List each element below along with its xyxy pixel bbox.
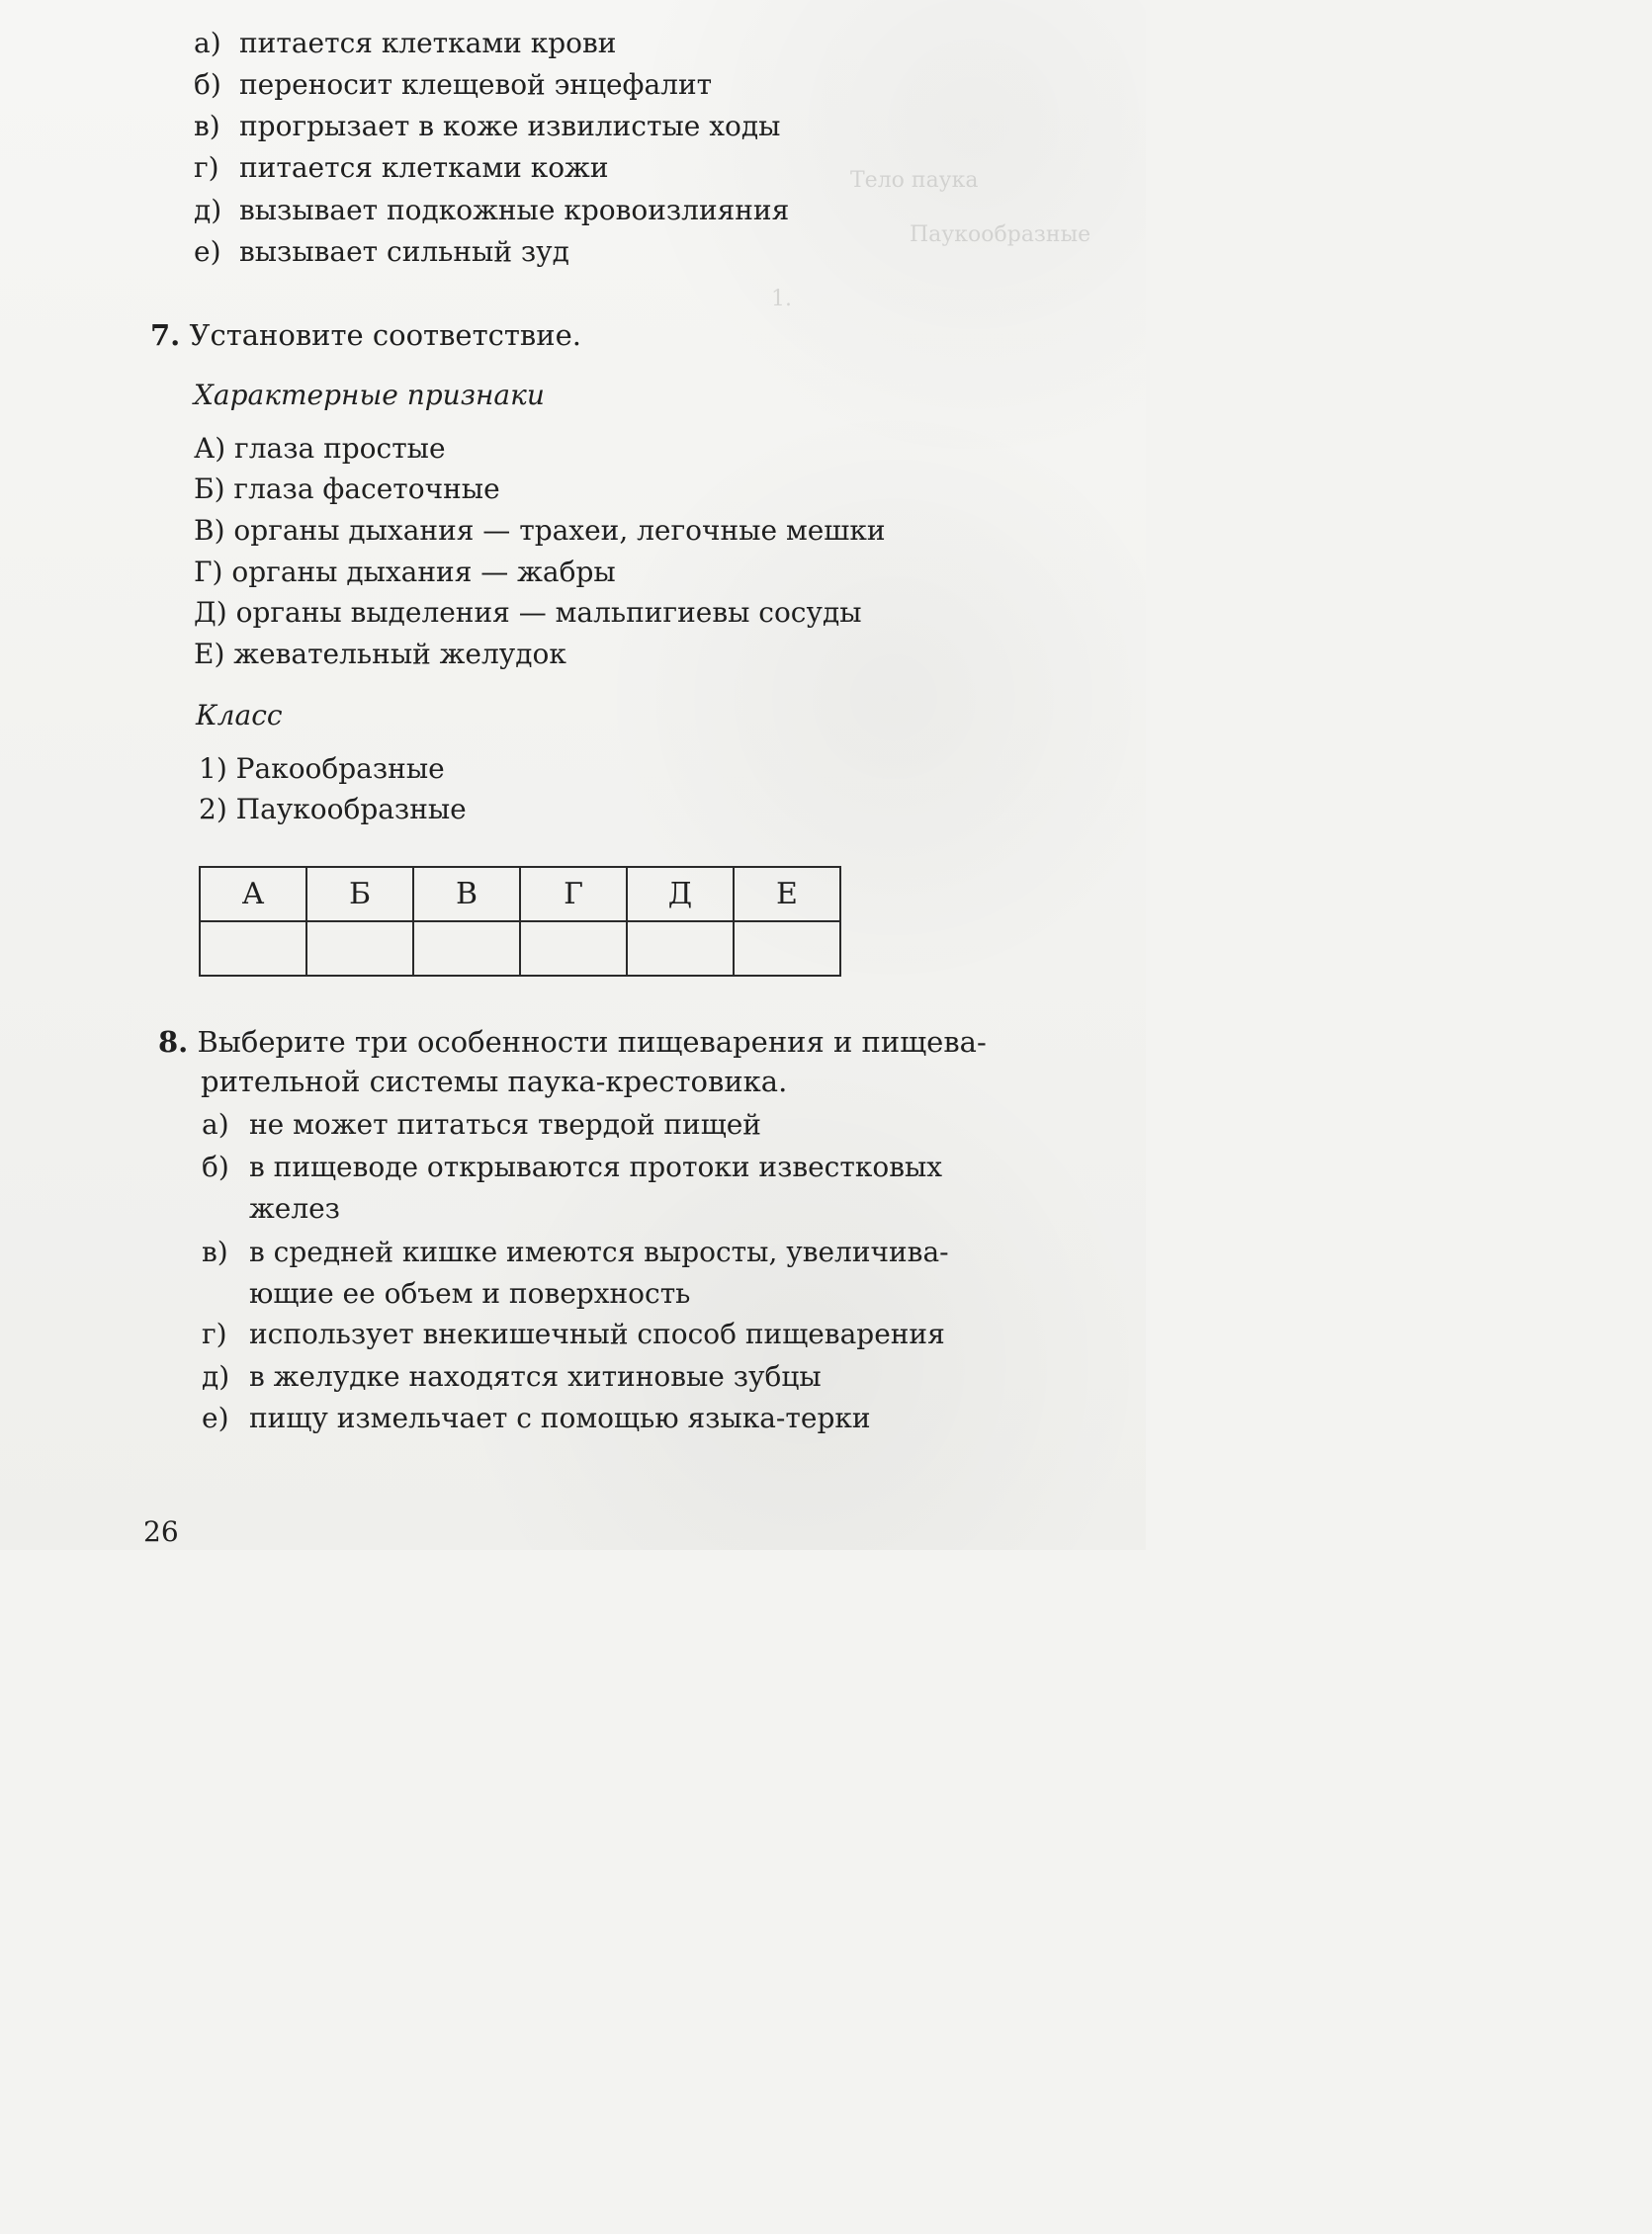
class-number: 2) (199, 793, 227, 825)
option-letter: а) (194, 27, 221, 59)
table-header-cell: Г (520, 867, 627, 921)
class-text: Паукообразные (235, 793, 467, 825)
question-8-heading-line-2: рительной системы паука-крестовика. (201, 1065, 788, 1098)
class-option-2 (199, 793, 467, 825)
trait-d (194, 596, 862, 629)
traits-label: Характерные признаки (194, 379, 545, 411)
bleed-through-text: 1. (771, 287, 792, 311)
option-text: использует внекишечный способ пищеварения (249, 1318, 945, 1350)
class-number: 1) (199, 752, 227, 785)
answer-cell[interactable] (306, 921, 413, 976)
trait-letter: А) (194, 432, 226, 465)
bleed-through-text: Паукообразные (910, 222, 1091, 247)
option-letter: е) (194, 235, 221, 268)
q6-option-e (194, 235, 569, 268)
q8-option-b-continuation: желез (249, 1192, 340, 1225)
trait-letter: Д) (194, 596, 227, 629)
trait-v (194, 514, 886, 547)
table-header-cell: В (413, 867, 520, 921)
q6-option-v (194, 110, 781, 142)
option-letter: е) (202, 1402, 229, 1434)
trait-b (194, 475, 500, 503)
option-text: пищу измельчает с помощью языка-терки (249, 1402, 871, 1434)
question-number: 7. (150, 318, 181, 352)
q6-option-a (194, 27, 617, 59)
trait-letter: Б) (194, 473, 225, 505)
answer-cell[interactable] (200, 921, 306, 976)
q8-option-g (202, 1318, 945, 1350)
q8-option-b (202, 1151, 943, 1183)
table-header-cell: А (200, 867, 306, 921)
workbook-page (0, 0, 1146, 1550)
option-letter: б) (202, 1151, 229, 1183)
table-header-cell: Д (627, 867, 734, 921)
bleed-through-text: Тело паука (850, 168, 979, 193)
q6-option-b (194, 68, 713, 101)
option-text: питается клетками крови (239, 27, 617, 59)
option-text: питается клетками кожи (239, 151, 609, 184)
option-letter: г) (194, 151, 219, 184)
option-text: прогрызает в коже извилистые ходы (239, 110, 781, 142)
answer-table (199, 866, 841, 977)
option-text: в средней кишке имеются выросты, увеличива- (249, 1236, 949, 1268)
answer-cell[interactable] (413, 921, 520, 976)
trait-text: органы дыхания — жабры (231, 556, 616, 588)
trait-text: глаза фасеточные (233, 473, 500, 505)
trait-text: глаза простые (234, 432, 446, 465)
option-letter: в) (202, 1236, 228, 1268)
option-letter: а) (202, 1108, 229, 1141)
class-option-1 (199, 752, 445, 785)
option-text: вызывает подкожные кровоизлияния (239, 194, 790, 226)
option-letter: д) (194, 194, 222, 226)
answer-cell[interactable] (627, 921, 734, 976)
trait-letter: Г) (194, 556, 223, 588)
table-header-cell: Б (306, 867, 413, 921)
answer-cell[interactable] (734, 921, 840, 976)
option-letter: в) (194, 110, 220, 142)
table-header-cell: Е (734, 867, 840, 921)
answer-cell[interactable] (520, 921, 627, 976)
q8-option-v (202, 1236, 949, 1268)
q8-option-a (202, 1108, 761, 1141)
trait-a (194, 432, 446, 465)
question-7-heading (150, 318, 581, 353)
q8-option-v-continuation: ющие ее объем и поверхность (249, 1277, 691, 1310)
question-8-heading (158, 1025, 987, 1060)
option-letter: г) (202, 1318, 227, 1350)
option-text: в пищеводе открываются протоки известковых (249, 1151, 943, 1183)
question-title-line-1: Выберите три особенности пищеварения и пищева- (197, 1025, 987, 1059)
option-letter: б) (194, 68, 221, 101)
class-text: Ракообразные (235, 752, 445, 785)
q8-option-d (202, 1360, 822, 1393)
option-text: переносит клещевой энцефалит (239, 68, 713, 101)
q6-option-d (194, 194, 790, 226)
trait-text: органы выделения — мальпигиевы сосуды (235, 596, 862, 629)
trait-text: органы дыхания — трахеи, легочные мешки (233, 514, 886, 547)
trait-letter: В) (194, 514, 225, 547)
option-text: не может питаться твердой пищей (249, 1108, 761, 1141)
q6-option-g (194, 151, 609, 184)
option-text: в желудке находятся хитиновые зубцы (249, 1360, 822, 1393)
page-number: 26 (143, 1515, 179, 1548)
trait-e (194, 638, 566, 670)
option-letter: д) (202, 1360, 230, 1393)
trait-g (194, 558, 616, 586)
question-number: 8. (158, 1025, 189, 1059)
option-text: вызывает сильный зуд (239, 235, 569, 268)
answer-table-answer-row (200, 921, 840, 976)
trait-letter: Е) (194, 638, 225, 670)
answer-table-header-row (200, 867, 840, 921)
trait-text: жевательный желудок (233, 638, 566, 670)
q8-option-e (202, 1402, 871, 1434)
class-label: Класс (196, 699, 283, 731)
question-title: Установите соответствие. (189, 318, 581, 352)
